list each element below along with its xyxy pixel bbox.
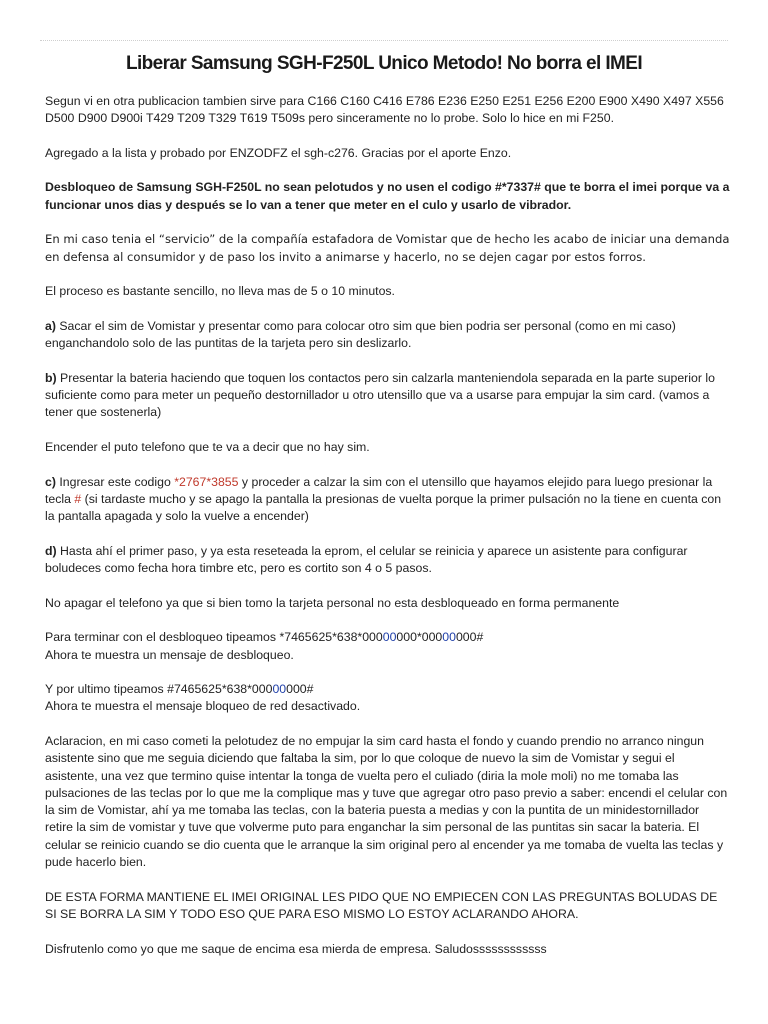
finish-code-highlight: 00 xyxy=(382,630,397,645)
top-divider xyxy=(40,40,728,41)
paragraph-closing: Disfrutenlo como yo que me saque de encima esa mierda de empresa. Saludossssssssssss xyxy=(45,941,547,956)
paragraph-finish-code xyxy=(45,629,730,664)
step-d-text: Hasta ahí el primer paso, y ya esta reseteada la eprom, el celular se reinicia y aparece un asistente para configurar boludeces como fecha hora timbre etc, pero es cortito son 4 o 5 pasos. xyxy=(45,543,688,576)
paragraph-models: Segun vi en otra publicacion tambien sirve para C166 C160 C416 E786 E236 E250 E251 E256 E200 E900 X490 X497 X556 D500 D900 D900i T429 T209 T329 T619 T509s pero sinceramente no lo probe. Solo lo hice en mi F250. xyxy=(45,94,724,126)
step-c-label: c) xyxy=(45,474,56,489)
finish-code-part: 000*000 xyxy=(396,630,443,645)
step-c-text-3: (si tardaste mucho y se apago la pantalla la presionas de vuelta porque la primer pulsación no la tiene en cuenta con la pantalla apagada y solo la vuelve a encender) xyxy=(45,491,722,524)
step-c xyxy=(45,474,730,526)
finish-code-part: Para terminar con el desbloqueo tipeamos *7465625*638*000 xyxy=(45,630,383,645)
paragraph-last-code xyxy=(45,681,730,716)
paragraph-added: Agregado a la lista y probado por ENZODFZ el sgh-c276. Gracias por el aporte Enzo. xyxy=(45,145,512,160)
last-message: Ahora te muestra el mensaje bloqueo de red desactivado. xyxy=(45,699,361,714)
step-c-text-1: Ingresar este codigo xyxy=(55,474,175,489)
step-d xyxy=(45,543,730,578)
hash-key: # xyxy=(74,491,82,506)
unlock-code: *2767*3855 xyxy=(174,474,239,489)
step-b-text: Presentar la bateria haciendo que toquen los contactos pero sin calzarla manteniendola separada en la parte superior lo suficiente como para meter un pequeño destornillador u otro utensillo que va a usarse para empujar la sim card. (vamos a tener que sostenerla) xyxy=(45,370,715,420)
last-code-highlight: 00 xyxy=(272,682,287,697)
last-code-part: 000# xyxy=(286,682,314,697)
finish-code-part: 000# xyxy=(455,630,484,645)
paragraph-no-power-off: No apagar el telefono ya que si bien tomo la tarjeta personal no esta desbloqueado en forma permanente xyxy=(45,595,620,610)
article-body xyxy=(45,93,730,975)
step-c-text-2: y proceder a calzar la sim con el utensillo que hayamos elejido para luego presionar la tecla xyxy=(45,474,713,506)
step-b-label: b) xyxy=(45,370,57,385)
step-a xyxy=(45,318,730,353)
finish-message: Ahora te muestra un mensaje de desbloqueo. xyxy=(45,647,294,662)
step-b xyxy=(45,370,730,422)
step-d-label: d) xyxy=(45,543,57,558)
finish-code-highlight: 00 xyxy=(442,630,456,645)
paragraph-warning xyxy=(45,179,730,214)
paragraph-context: En mi caso tenia el “servicio” de la compañía estafadora de Vomistar que de hecho les acabo de iniciar una demanda en defensa al consumidor y de paso los invito a animarse y hacerlo, no se dejen cagar por estos forros. xyxy=(45,232,730,264)
paragraph-power-on: Encender el puto telefono que te va a decir que no hay sim. xyxy=(45,439,370,454)
paragraph-clarification: Aclaracion, en mi caso cometi la pelotudez de no empujar la sim card hasta el fondo y cuando prendio no arranco ningun asistente sino que me seguia diciendo que faltaba la sim, por lo que coloque de nuevo la sim de Vomistar y segui el asistente, una vez que termino quise intentar la tonga de vuelta pero el culiado (diria la mole moli) no me tomaba las pulsaciones de las teclas por lo que me la complique mas y tuve que agregar otro paso previo a saber: encendi el celular con la sim de Vomistar, ahí ya me tomaba las teclas, con la bateria puesta a medias y con la puntita de un minidestornillador retire la sim de vomistar y tuve que volverme puto para enganchar la sim personal de las puntitas sin sacar la bateria. El celular se reinicio cuando se dio cuenta que le arranque la sim original pero al encender ya me tomaba de vuelta las teclas y pude hacerlo bien. xyxy=(45,733,728,870)
paragraph-process: El proceso es bastante sencillo, no lleva mas de 5 o 10 minutos. xyxy=(45,284,395,299)
step-a-text: Sacar el sim de Vomistar y presentar como para colocar otro sim que bien podria ser personal (como en mi caso) enganchandolo solo de las puntitas de la tarjeta pero sin deslizarlo. xyxy=(45,318,676,351)
last-code-part: Y por ultimo tipeamos #7465625*638*000 xyxy=(45,682,273,697)
paragraph-caps-notice: DE ESTA FORMA MANTIENE EL IMEI ORIGINAL LES PIDO QUE NO EMPIECEN CON LAS PREGUNTAS BOLUDAS DE SI SE BORRA LA SIM Y TODO ESO QUE PARA ESO MISMO LO ESTOY ACLARANDO AHORA. xyxy=(45,889,718,921)
page-title: Liberar Samsung SGH-F250L Unico Metodo! No borra el IMEI xyxy=(125,53,643,74)
step-a-label: a) xyxy=(45,318,56,333)
warning-text: Desbloqueo de Samsung SGH-F250L no sean pelotudos y no usen el codigo #*7337# que te borra el imei porque va a funcionar unos dias y después se lo van a tener que meter en el culo y usarlo de vibrador. xyxy=(45,180,730,212)
